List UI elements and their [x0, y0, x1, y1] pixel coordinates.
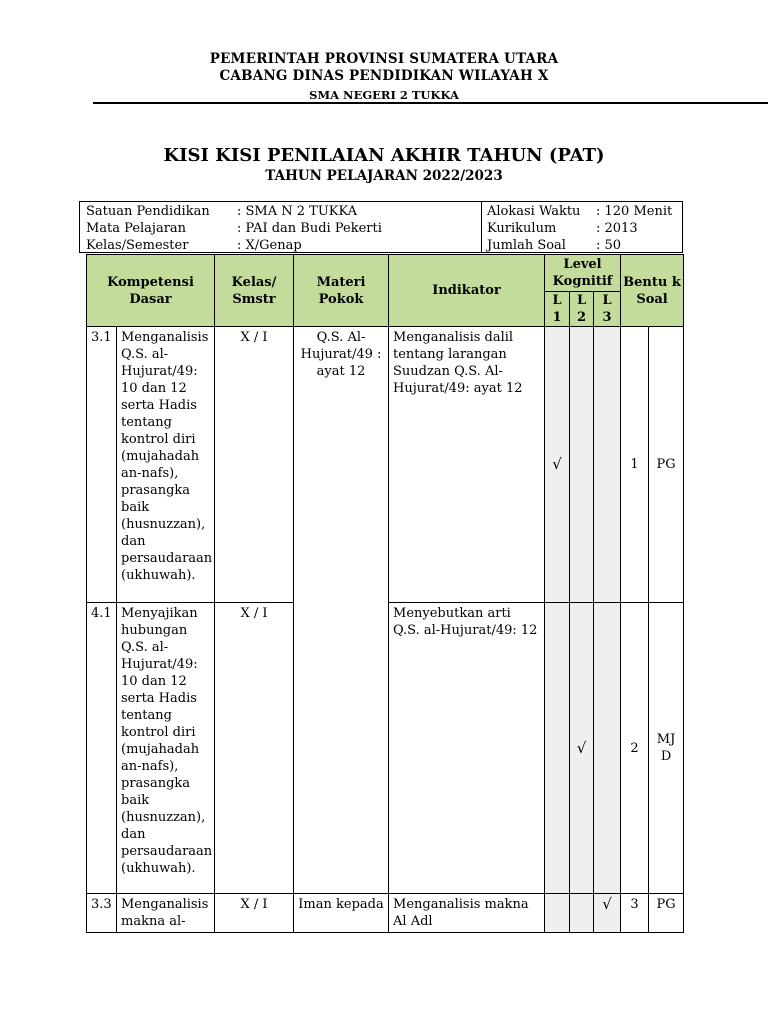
- indikator-cell: Menganalisis makna Al Adl: [389, 894, 545, 933]
- bentuk-cell: MJD: [649, 603, 684, 894]
- info-value: : 2013: [596, 221, 638, 236]
- materi-cell: Q.S. Al-Hujurat/49 : ayat 12: [294, 327, 389, 894]
- header-indikator: Indikator: [389, 255, 545, 327]
- header-line-1: PEMERINTAH PROVINSI SUMATERA UTARA: [209, 51, 559, 67]
- materi-cell: Iman kepada: [294, 894, 389, 933]
- header-l3: L 3: [594, 292, 621, 327]
- header-rule: [93, 102, 768, 104]
- kisi-kisi-table: [86, 254, 684, 933]
- l1-check: [545, 603, 570, 894]
- kelas-cell: X / I: [215, 894, 294, 933]
- info-divider: [481, 202, 482, 252]
- question-number: 2: [621, 603, 649, 894]
- l2-check: [570, 894, 594, 933]
- document-subtitle: TAHUN PELAJARAN 2022/2023: [265, 168, 503, 184]
- l3-check: √: [594, 894, 621, 933]
- l1-check: [545, 894, 570, 933]
- header-kompetensi-dasar: Kompetensi Dasar: [87, 255, 215, 327]
- header-line-3: SMA NEGERI 2 TUKKA: [309, 88, 459, 102]
- info-label: Mata Pelajaran: [86, 221, 187, 236]
- l2-check: √: [570, 603, 594, 894]
- header-line-2: CABANG DINAS PENDIDIKAN WILAYAH X: [219, 68, 549, 84]
- header-materi-pokok: Materi Pokok: [294, 255, 389, 327]
- kd-number: 4.1: [87, 603, 117, 894]
- info-label: Jumlah Soal: [487, 238, 566, 253]
- kd-text: Menganalisis Q.S. al-Hujurat/49: 10 dan 12 serta Hadis tentang kontrol diri (mujahadah an-nafs), prasangka baik (husnuzzan), dan persaudaraan (ukhuwah).: [117, 327, 215, 603]
- header-l1: L 1: [545, 292, 570, 327]
- info-value: : PAI dan Budi Pekerti: [237, 221, 382, 236]
- info-box: [79, 201, 683, 253]
- question-number: 3: [621, 894, 649, 933]
- l2-check: [570, 327, 594, 603]
- info-value: : SMA N 2 TUKKA: [237, 204, 358, 219]
- l3-check: [594, 603, 621, 894]
- indikator-cell: Menyebutkan arti Q.S. al-Hujurat/49: 12: [389, 603, 545, 894]
- kd-text: Menyajikan hubungan Q.S. al-Hujurat/49: 10 dan 12 serta Hadis tentang kontrol diri (mujahadah an-nafs), prasangka baik (husnuzzan), dan persaudaraan (ukhuwah).: [117, 603, 215, 894]
- info-value: : X/Genap: [237, 238, 302, 253]
- l1-check: √: [545, 327, 570, 603]
- document-title: KISI KISI PENILAIAN AKHIR TAHUN (PAT): [163, 145, 605, 166]
- kd-text: Menganalisis makna al-: [117, 894, 215, 933]
- kelas-cell: X / I: [215, 327, 294, 603]
- header-l2: L 2: [570, 292, 594, 327]
- header-bentuk-soal: Bentu k Soal: [621, 255, 684, 327]
- info-value: : 120 Menit: [596, 204, 673, 219]
- info-label: Satuan Pendidikan: [86, 204, 210, 219]
- info-value: : 50: [596, 238, 622, 253]
- question-number: 1: [621, 327, 649, 603]
- bentuk-cell: PG: [649, 327, 684, 603]
- info-label: Kelas/Semester: [86, 238, 189, 253]
- info-label: Kurikulum: [487, 221, 557, 236]
- kelas-cell: X / I: [215, 603, 294, 894]
- bentuk-cell: PG: [649, 894, 684, 933]
- header-kelas-semester: Kelas/ Smstr: [215, 255, 294, 327]
- kd-number: 3.1: [87, 327, 117, 603]
- indikator-cell: Menganalisis dalil tentang larangan Suudzan Q.S. Al-Hujurat/49: ayat 12: [389, 327, 545, 603]
- table-row: [87, 327, 684, 603]
- kd-number: 3.3: [87, 894, 117, 933]
- header-level-kognitif: Level Kognitif: [545, 255, 621, 292]
- info-label: Alokasi Waktu: [487, 204, 581, 219]
- table-row: [87, 894, 684, 933]
- l3-check: [594, 327, 621, 603]
